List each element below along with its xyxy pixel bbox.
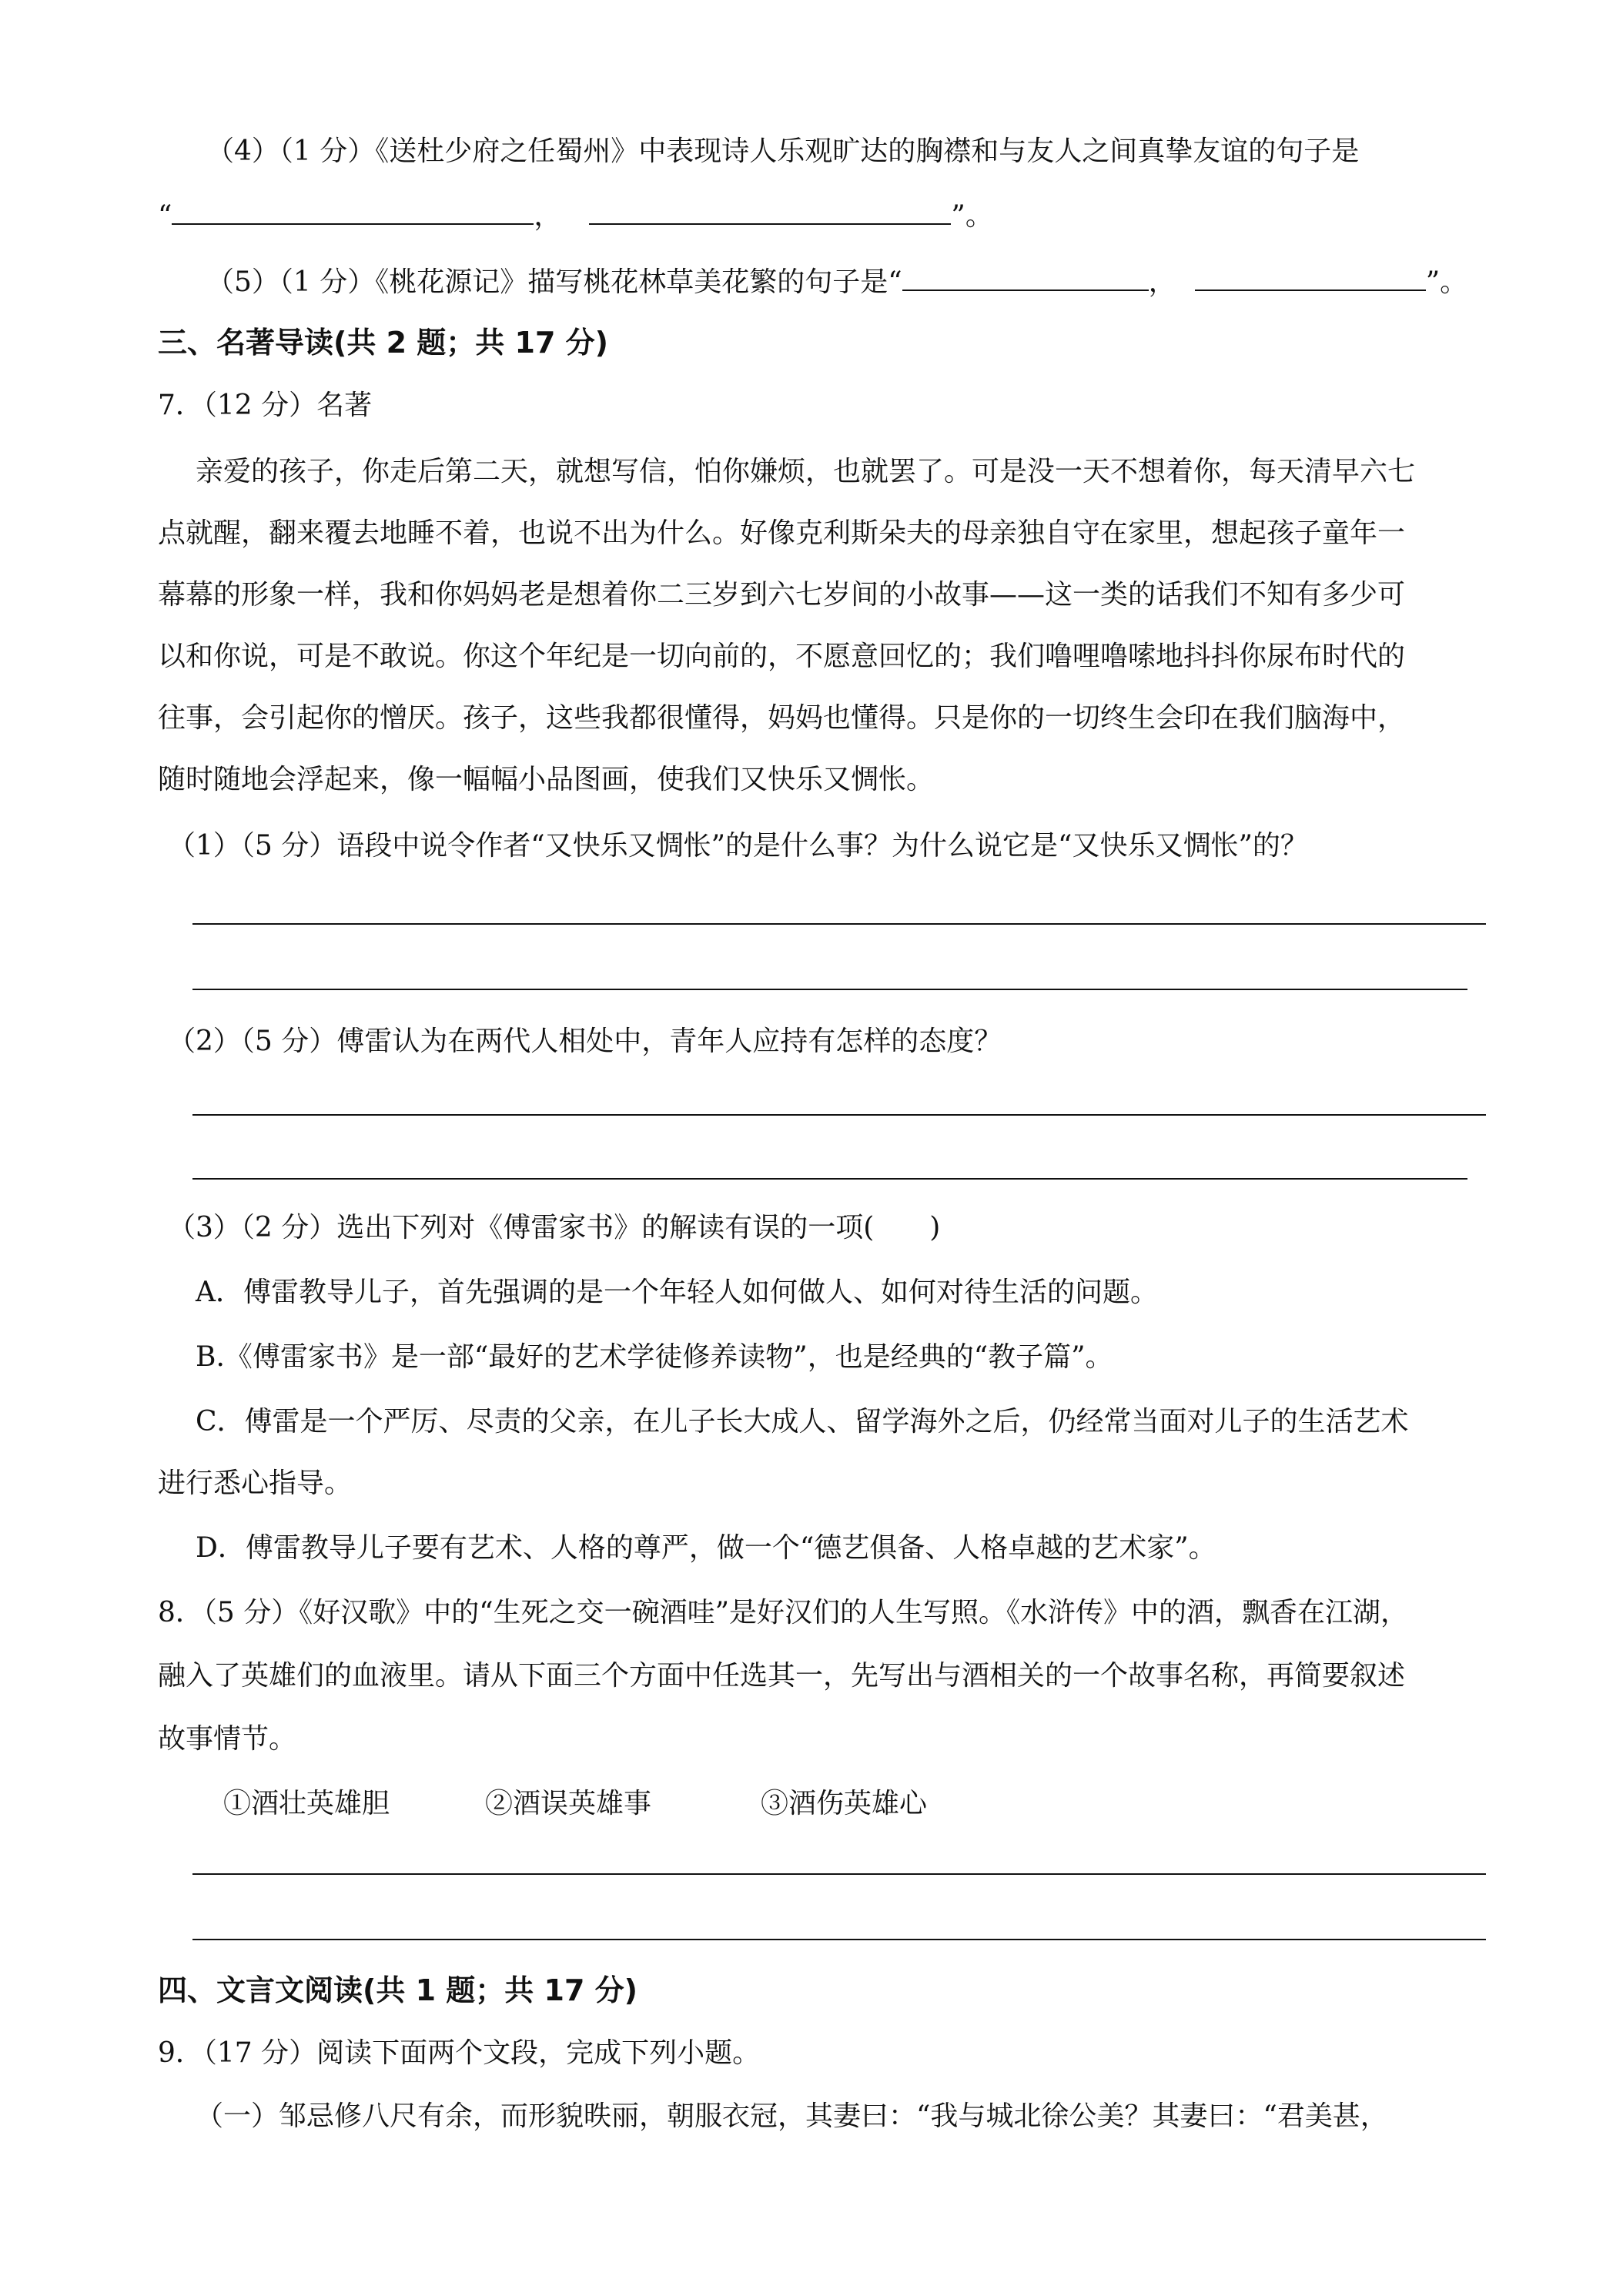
answer-line[interactable] (192, 1114, 1486, 1116)
option-b[interactable]: B.《傅雷家书》是一部“最好的艺术学徒修养读物”，也是经典的“教子篇”。 (196, 1341, 1113, 1373)
question-9-title: 9．（17 分）阅读下面两个文段，完成下列小题。 (158, 2037, 761, 2069)
choice-1: ①酒壮英雄胆 (223, 1788, 390, 1819)
passage-line: 亲爱的孩子，你走后第二天，就想写信，怕你嫌烦，也就罢了。可是没一天不想着你，每天清早六七 (196, 456, 1416, 487)
question-7-3: （3）（2 分）选出下列对《傅雷家书》的解读有误的一项( ) (168, 1212, 941, 1243)
passage-line: 往事，会引起你的憎厌。孩子，这些我都很懂得，妈妈也懂得。只是你的一切终生会印在我们脑海中， (158, 702, 1406, 734)
question-5-prompt: （5）（1 分）《桃花源记》描写桃花林草美花繁的句子是“ (206, 266, 902, 298)
question-7-title: 7．（12 分）名著 (158, 390, 373, 421)
question-5-line (206, 262, 1467, 302)
question-4-prompt: （4）（1 分）《送杜少府之任蜀州》中表现诗人乐观旷达的胸襟和与友人之间真挚友谊的句子是 (206, 136, 1360, 167)
question-7-1: （1）（5 分）语段中说令作者“又快乐又惆怅”的是什么事？为什么说它是“又快乐又惆怅”的？ (168, 830, 1308, 862)
answer-line[interactable] (192, 1178, 1467, 1180)
answer-blank-5b[interactable] (1195, 262, 1426, 291)
answer-line[interactable] (192, 1939, 1486, 1940)
passage-line: 点就醒，翻来覆去地睡不着，也说不出为什么。好像克利斯朵夫的母亲独自守在家里，想起孩子童年一 (158, 517, 1406, 549)
passage-line: 随时随地会浮起来，像一幅幅小品图画，使我们又快乐又惆怅。 (158, 764, 935, 795)
choice-2: ②酒误英雄事 (485, 1788, 652, 1819)
answer-blank-4a[interactable] (172, 196, 534, 225)
question-8-line: 融入了英雄们的血液里。请从下面三个方面中任选其一，先写出与酒相关的一个故事名称，再简要叙述 (158, 1660, 1406, 1692)
section-3-heading: 三、名著导读(共 2 题；共 17 分) (158, 326, 608, 360)
close-quote: ”。 (1425, 266, 1468, 298)
option-a[interactable]: A．傅雷教导儿子，首先强调的是一个年轻人如何做人、如何对待生活的问题。 (196, 1277, 1158, 1308)
question-8-line: 8．（5 分）《好汉歌》中的“生死之交一碗酒哇”是好汉们的人生写照。《水浒传》中的酒，飘香在江湖， (158, 1597, 1409, 1628)
section-4-heading: 四、文言文阅读(共 1 题；共 17 分) (158, 1973, 637, 2007)
answer-line[interactable] (192, 923, 1486, 925)
option-c[interactable]: C．傅雷是一个严厉、尽责的父亲，在儿子长大成人、留学海外之后，仍经常当面对儿子的生活艺术 (196, 1406, 1409, 1438)
open-quote: “ (158, 200, 172, 232)
classical-passage-1: （一）邹忌修八尺有余，而形貌昳丽，朝服衣冠，其妻曰：“我与城北徐公美？其妻曰：“君美甚， (196, 2100, 1388, 2132)
comma: ， (1148, 266, 1176, 298)
comma: ， (534, 200, 562, 232)
question-4-answer-line (158, 196, 993, 236)
option-c-continued: 进行悉心指导。 (158, 1468, 353, 1499)
passage-line: 幕幕的形象一样，我和你妈妈老是想着你二三岁到六七岁间的小故事——这一类的话我们不知有多少可 (158, 579, 1406, 611)
close-quote: ”。 (951, 200, 993, 232)
question-7-2: （2）（5 分）傅雷认为在两代人相处中，青年人应持有怎样的态度？ (168, 1026, 1002, 1057)
choice-3: ③酒伤英雄心 (761, 1788, 928, 1819)
question-8-line: 故事情节。 (158, 1723, 297, 1755)
answer-line[interactable] (192, 989, 1467, 990)
answer-line[interactable] (192, 1873, 1486, 1875)
passage-line: 以和你说，可是不敢说。你这个年纪是一切向前的，不愿意回忆的；我们噜哩噜嗦地抖抖你尿布时代的 (158, 641, 1406, 672)
answer-blank-4b[interactable] (589, 196, 951, 225)
option-d[interactable]: D．傅雷教导儿子要有艺术、人格的尊严，做一个“德艺俱备、人格卓越的艺术家”。 (196, 1532, 1216, 1564)
answer-blank-5a[interactable] (902, 262, 1149, 291)
